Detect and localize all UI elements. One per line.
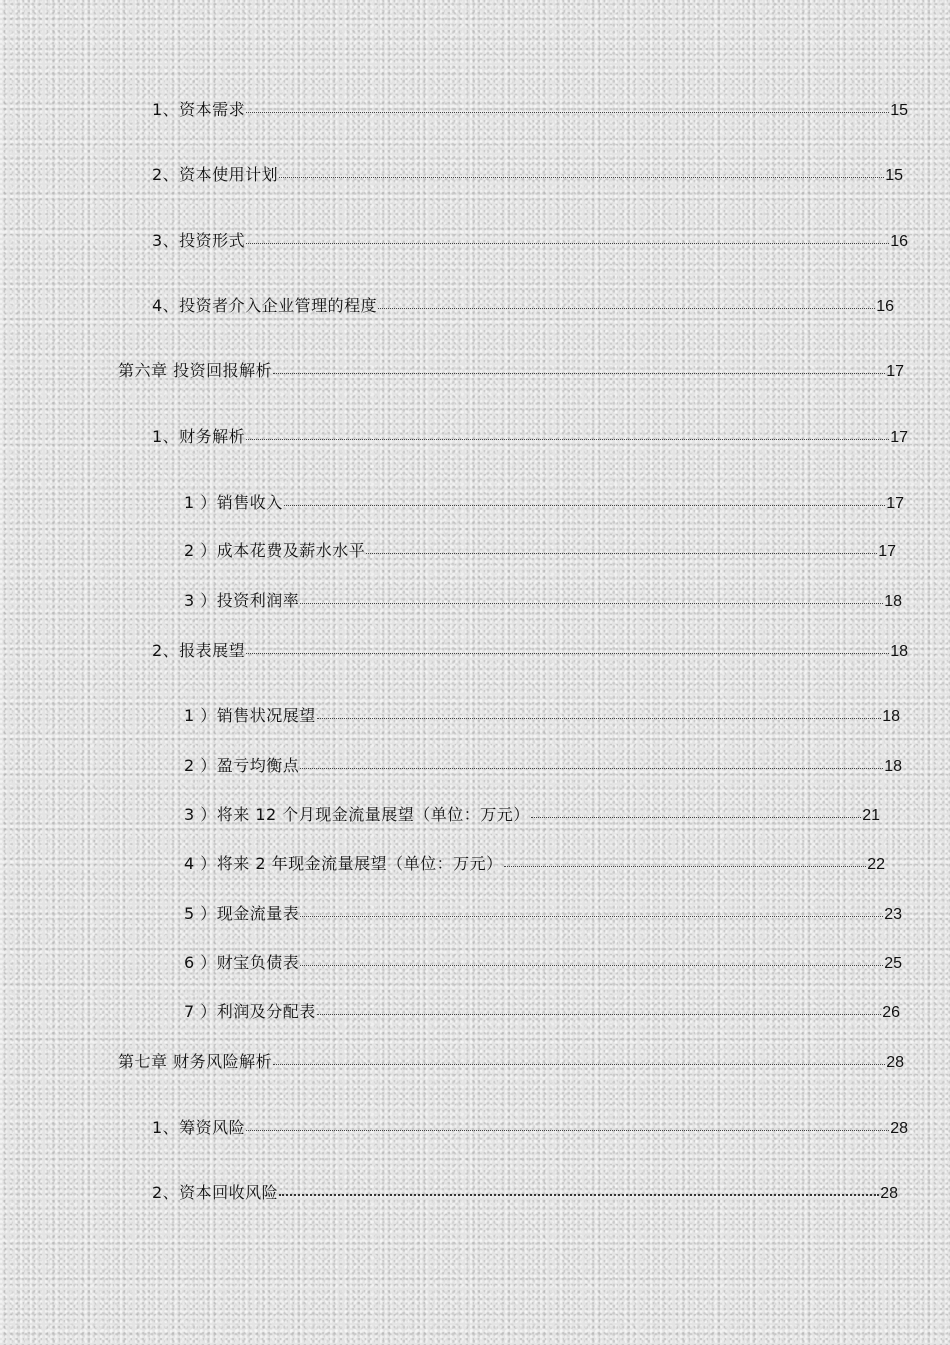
toc-leader [378,307,875,309]
toc-entry-label: 4 ）将来 2 年现金流量展望（单位：万元） [184,854,503,873]
toc-entry[interactable] [184,591,902,612]
toc-leader [246,438,889,440]
toc-leader [317,717,881,719]
toc-leader [284,504,885,506]
toc-entry-label: 1 ）销售收入 [184,493,283,512]
toc-leader [279,176,884,178]
toc-entry-label: 2、资本回收风险 [152,1183,279,1202]
toc-entry-label: 3 ）投资利润率 [184,591,300,610]
toc-entry-label: 1、财务解析 [152,427,246,446]
toc-entry-label: 2 ）成本花费及薪水水平 [184,541,366,560]
toc-entry-label: 1 ）销售状况展望 [184,706,316,725]
toc-entry-label: 6 ）财宝负债表 [184,953,300,972]
toc-entry-label: 1、筹资风险 [152,1118,246,1137]
toc-leader [246,242,889,244]
toc-entry-page: 26 [882,1004,900,1021]
toc-entry[interactable] [152,1118,908,1139]
toc-entry-label: 第六章 投资回报解析 [118,361,273,380]
toc-entry-page: 18 [884,758,902,775]
toc-entry-page: 17 [886,495,904,512]
toc-leader [246,111,889,113]
toc-entry-page: 16 [890,233,908,250]
toc-leader [300,602,883,604]
toc-entry-label: 2、报表展望 [152,641,246,660]
toc-entry[interactable] [184,493,904,514]
toc-entry[interactable] [152,427,908,448]
toc-entry[interactable] [152,1183,898,1204]
toc-entry-label: 1、资本需求 [152,100,246,119]
toc-leader [273,372,885,374]
toc-entry-page: 28 [890,1120,908,1137]
toc-entry-page: 28 [880,1185,898,1202]
toc-entry-label: 第七章 财务风险解析 [118,1052,273,1071]
toc-leader [246,1129,889,1131]
toc-entry-page: 15 [885,167,903,184]
toc-entry[interactable] [184,1002,900,1023]
toc-entry[interactable] [152,296,894,317]
toc-entry-label: 3、投资形式 [152,231,246,250]
toc-leader [300,964,883,966]
toc-entry[interactable] [184,953,902,974]
toc-entry-label: 2 ）盈亏均衡点 [184,756,300,775]
toc-entry[interactable] [184,854,885,875]
toc-entry-chapter[interactable] [118,1052,904,1073]
toc-entry-page: 17 [890,429,908,446]
toc-entry[interactable] [152,165,903,186]
toc-entry-page: 23 [884,906,902,923]
toc-entry-page: 25 [884,955,902,972]
toc-entry[interactable] [152,100,908,121]
toc-entry-page: 15 [890,102,908,119]
toc-entry-label: 5 ）现金流量表 [184,904,300,923]
toc-entry-label: 4、投资者介入企业管理的程度 [152,296,378,315]
toc-entry-page: 22 [867,856,885,873]
toc-entry[interactable] [184,541,896,562]
toc-leader [504,865,867,867]
toc-entry-chapter[interactable] [118,361,904,382]
toc-leader [273,1063,885,1065]
toc-entry-page: 17 [886,363,904,380]
toc-leader [279,1193,879,1196]
toc-leader [246,652,889,654]
toc-entry-page: 17 [878,543,896,560]
toc-leader [300,767,883,769]
toc-leader [300,915,883,917]
toc-entry-page: 18 [884,593,902,610]
toc-leader [317,1013,881,1015]
toc-entry-page: 18 [882,708,900,725]
toc-leader [366,552,877,554]
toc-entry[interactable] [152,231,908,252]
toc-entry-page: 28 [886,1054,904,1071]
toc-entry-page: 18 [890,643,908,660]
toc-entry-label: 7 ）利润及分配表 [184,1002,316,1021]
toc-entry[interactable] [184,904,902,925]
toc-entry-label: 2、资本使用计划 [152,165,279,184]
toc-entry[interactable] [152,641,908,662]
toc-entry-page: 21 [862,807,880,824]
toc-entry-label: 3 ）将来 12 个月现金流量展望（单位：万元） [184,805,530,824]
toc-entry[interactable] [184,805,880,826]
toc-leader [531,816,861,818]
toc-entry[interactable] [184,706,900,727]
toc-entry[interactable] [184,756,902,777]
toc-entry-page: 16 [876,298,894,315]
